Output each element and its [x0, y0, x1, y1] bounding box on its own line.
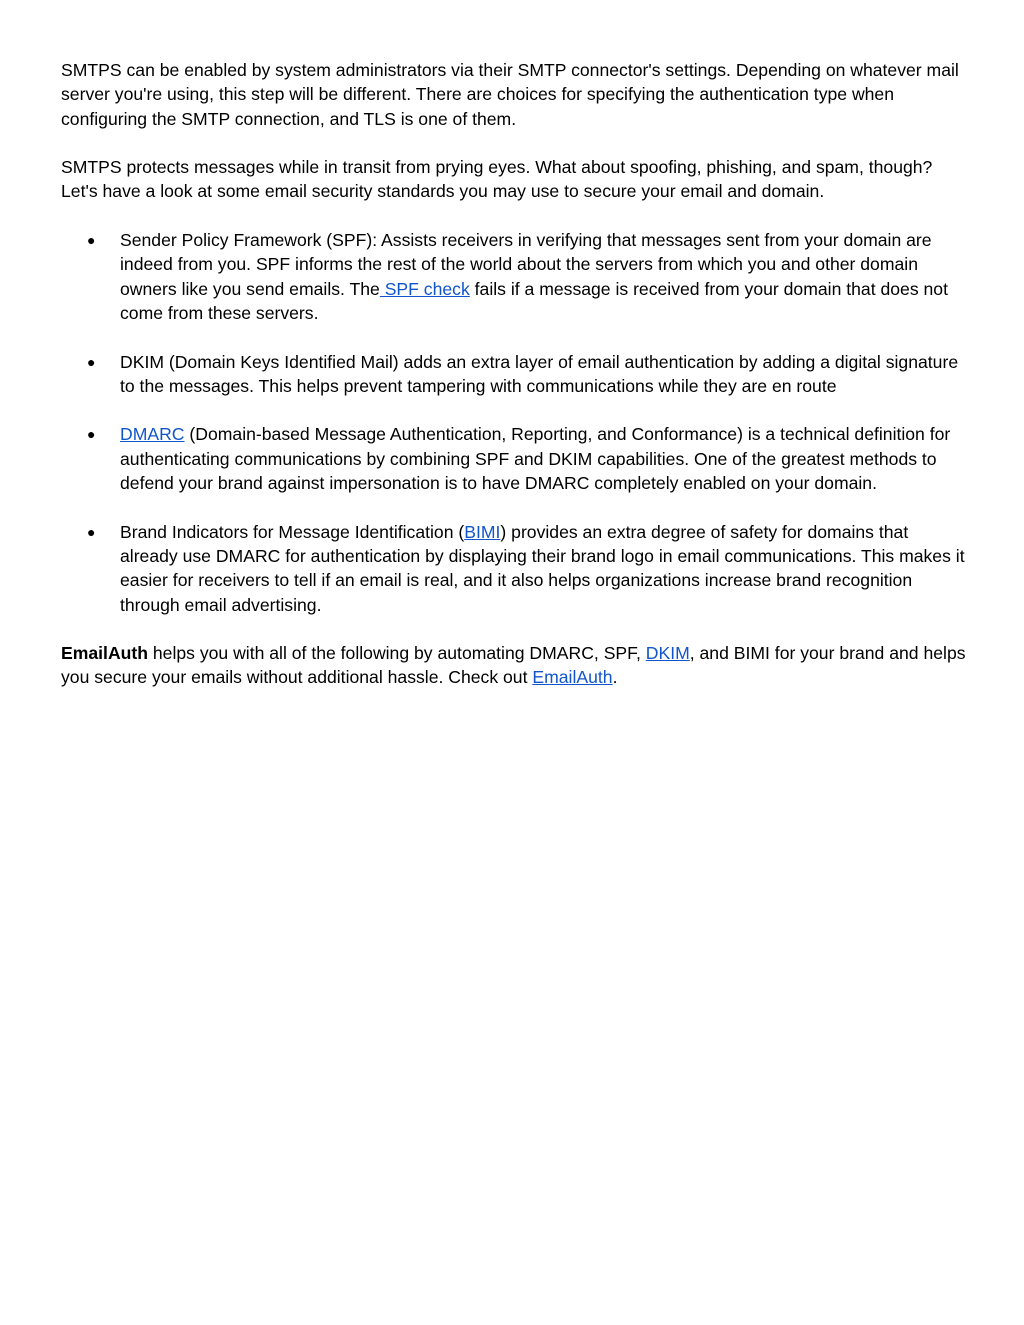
spf-check-link[interactable]: SPF check	[379, 278, 470, 299]
list-item-spf	[61, 228, 966, 325]
closing-text-2: , and BIMI for your brand and helps you secure your emails without additional hassle. Check out	[61, 643, 966, 688]
paragraph-closing	[61, 641, 966, 690]
bullet-icon: ●	[87, 523, 96, 540]
bimi-link[interactable]: BIMI	[464, 521, 501, 542]
list-item-dkim	[61, 350, 966, 399]
closing-text-3: .	[612, 667, 618, 688]
closing-text-1: helps you with all of the following by automating DMARC, SPF,	[148, 643, 646, 664]
bullet-icon: ●	[87, 232, 96, 249]
list-item-dmarc	[61, 422, 966, 495]
paragraph-smtps-enable: SMTPS can be enabled by system administrators via their SMTP connector's settings. Depending on whatever mail server you're using, this step will be different. There are choices for specifying the authentication type when configuring the SMTP connection, and TLS is one of them.	[61, 60, 959, 129]
emailauth-link[interactable]: EmailAuth	[532, 667, 613, 688]
spf-text-before: Sender Policy Framework (SPF): Assists receivers in verifying that messages sent from your domain are indeed from you. SPF informs the rest of the world about the servers from which you and other domain owners like you send emails. The	[120, 230, 932, 299]
dkim-text: DKIM (Domain Keys Identified Mail) adds an extra layer of email authentication by adding a digital signature to the messages. This helps prevent tampering with communications while they are en route	[120, 351, 959, 396]
list-item-bimi	[61, 520, 966, 617]
dkim-link[interactable]: DKIM	[645, 643, 690, 664]
bimi-text-before: Brand Indicators for Message Identification (	[120, 521, 465, 542]
bullet-icon: ●	[87, 353, 96, 370]
bimi-text-after: ) provides an extra degree of safety for domains that already use DMARC for authentication by displaying their brand logo in email communications. This makes it easier for receivers to tell if an email is real, and it also helps organizations increase brand recognition through email advertising.	[120, 521, 965, 615]
dmarc-link[interactable]: DMARC	[120, 424, 185, 445]
document-page	[61, 58, 966, 714]
bullet-icon: ●	[87, 426, 96, 443]
emailauth-bold: EmailAuth	[61, 643, 148, 664]
paragraph-smtps-protects: SMTPS protects messages while in transit from prying eyes. What about spoofing, phishing, and spam, though? Let's have a look at some email security standards you may use to secure your email and domain.	[61, 157, 933, 202]
security-standards-list	[61, 228, 966, 617]
dmarc-text-after: (Domain-based Message Authentication, Reporting, and Conformance) is a technical definition for authenticating communications by combining SPF and DKIM capabilities. One of the greatest methods to defend your brand against impersonation is to have DMARC completely enabled on your domain.	[120, 424, 951, 494]
spf-text-after: fails if a message is received from your domain that does not come from these servers.	[120, 278, 948, 323]
